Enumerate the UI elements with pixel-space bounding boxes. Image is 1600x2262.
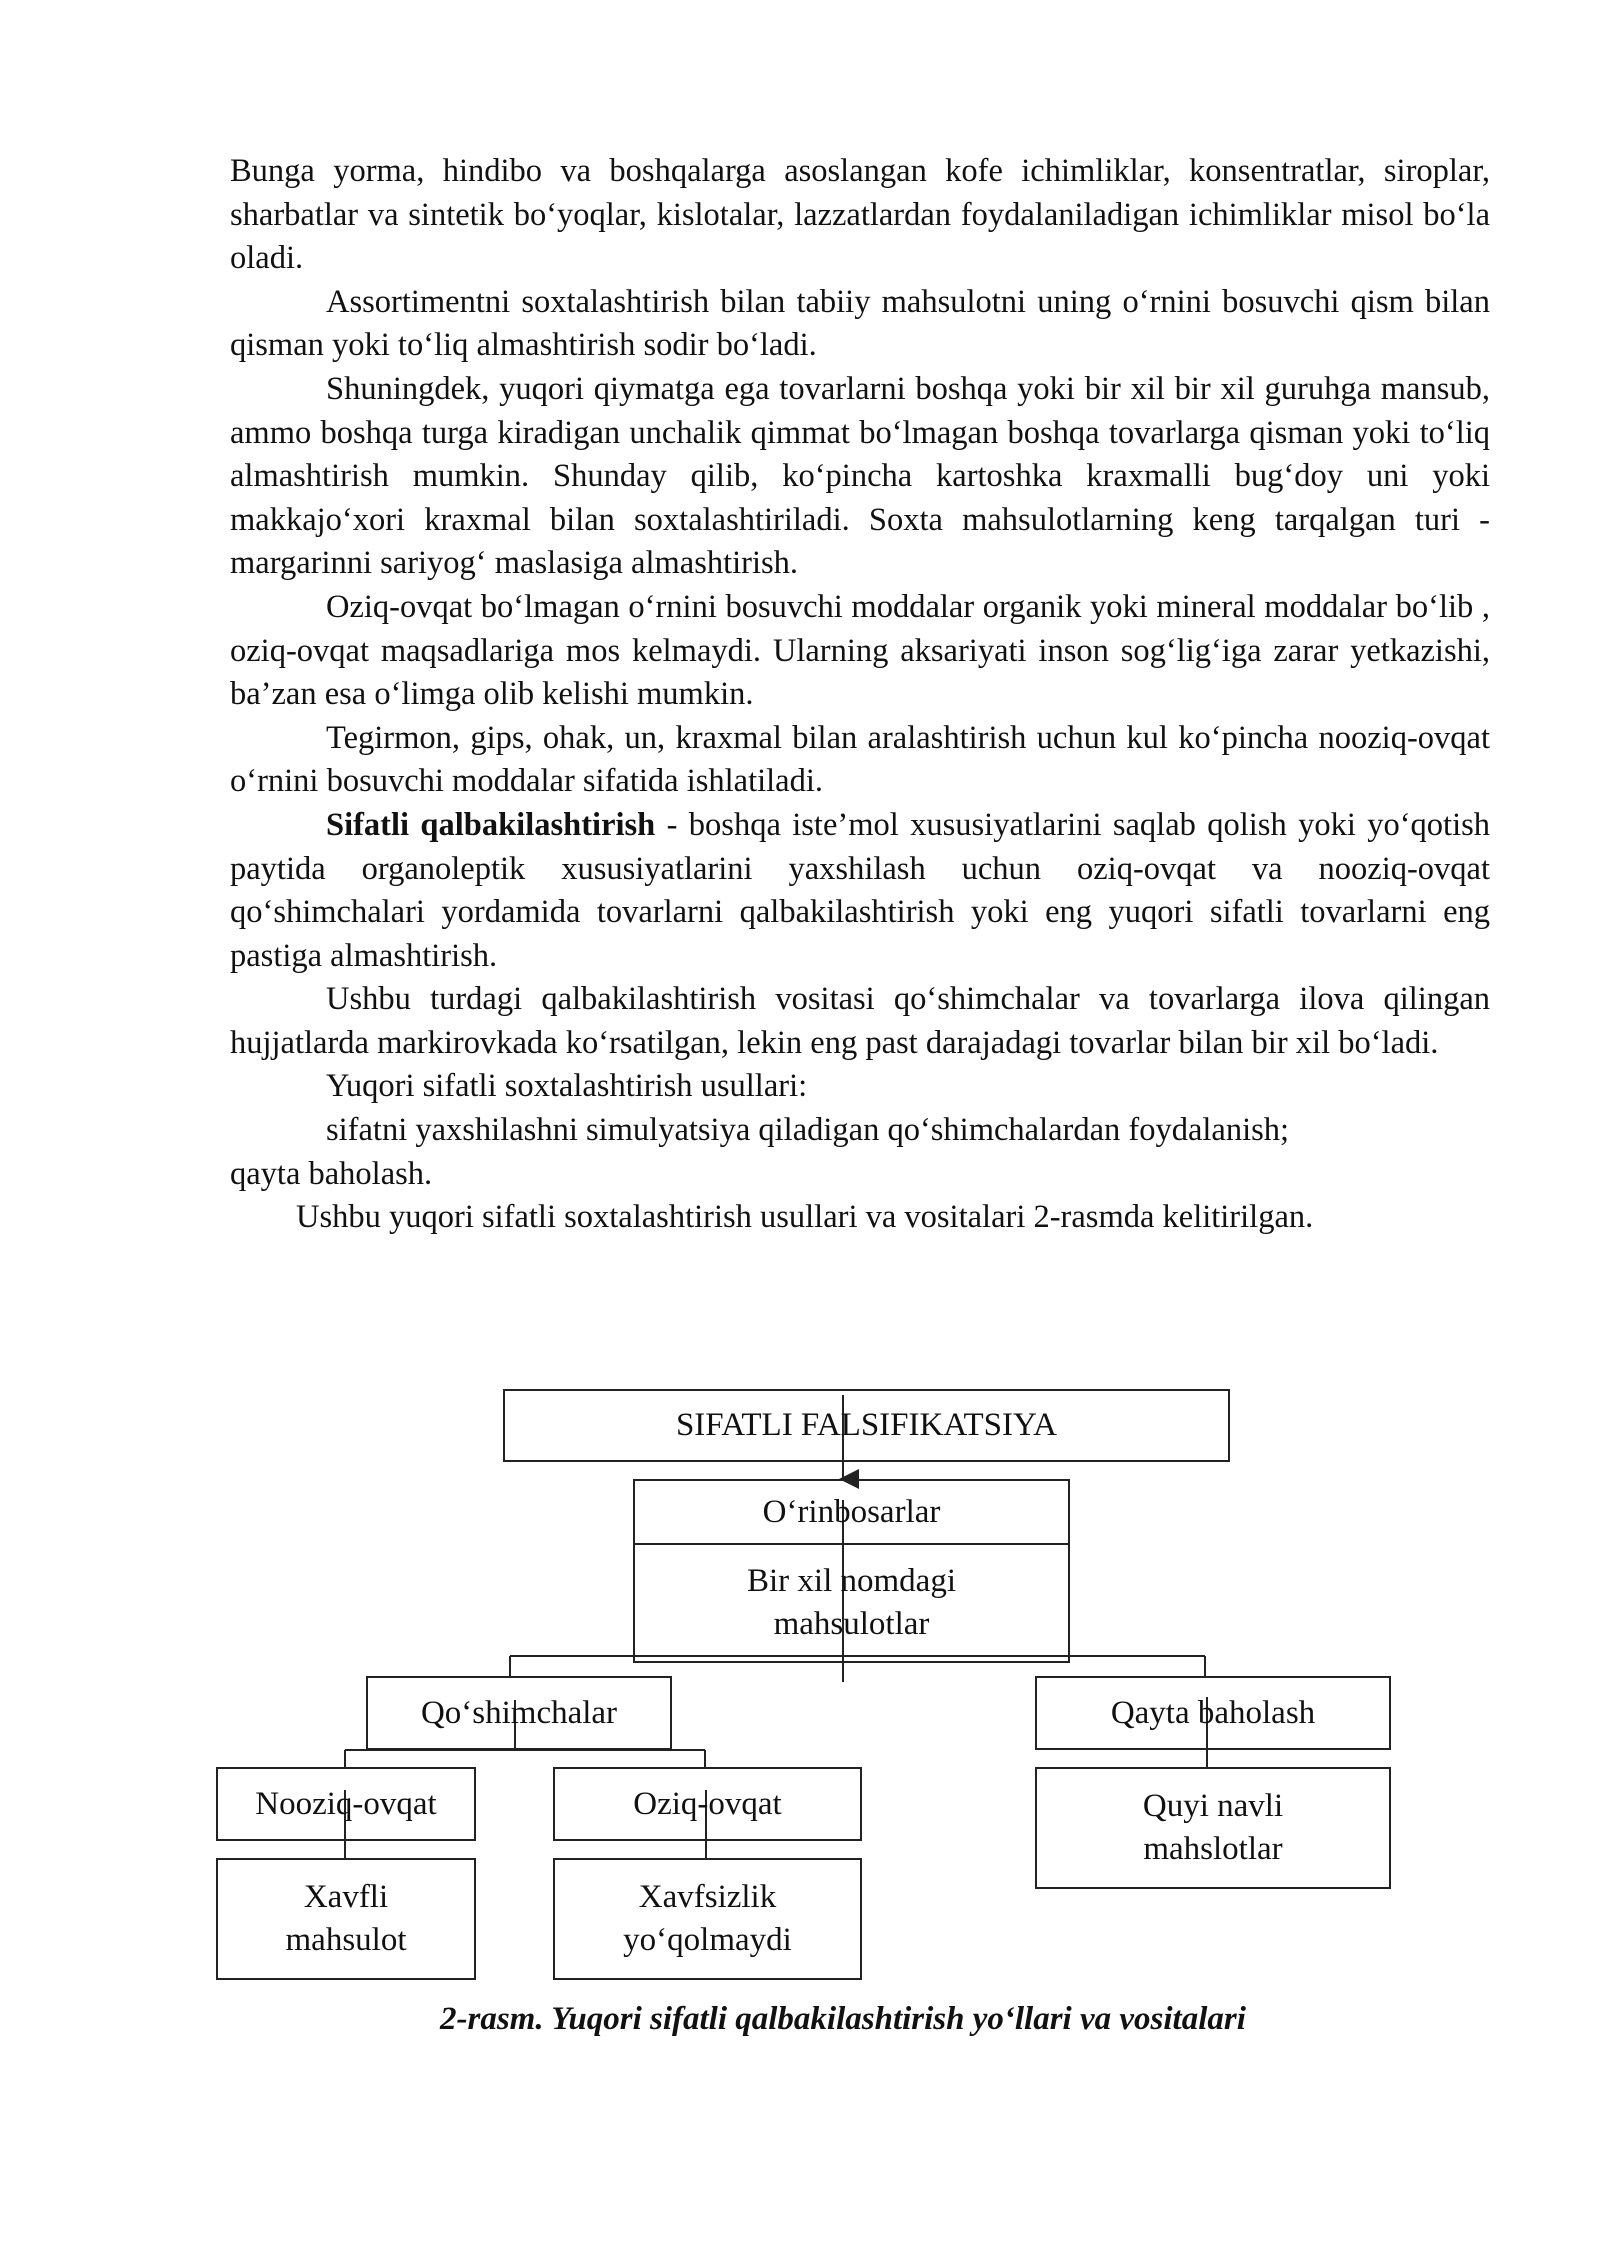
safe-node: [553, 1858, 862, 1980]
dangerous-label: Xavfli mahsulot: [285, 1879, 407, 1958]
term-definition: - boshqa iste’mol xususiyatlarini saqlab qolish yoki yo‘qotish paytida organoleptik xususiyatlarini yaxshilash uchun oziq-ovqat va nooziq-ovqat qo‘shimchalari yordamida tovarlarni qalbakilashtirish yoki eng yuqori sifatli tovarlarni eng pastiga almashtirish.: [230, 806, 1490, 974]
term-bold: Sifatli qalbakilashtirish: [326, 806, 656, 843]
non-food-node: [216, 1767, 476, 1841]
paragraph: Shuningdek, yuqori qiymatga ega tovarlarni boshqa yoki bir xil bir xil guruhga mansub, ammo boshqa turga kiradigan unchalik qimmat bo‘lmagan boshqa tovarlarga qisman yoki to‘liq almashtirish mumkin. Shunday qilib, ko‘pincha kartoshka kraxmalli bug‘doy uni yoki makkajo‘xori kraxmal bilan soxtalashtiriladi. Soxta mahsulotlarning keng tarqalgan turi - margarinni sariyog‘ maslasiga almashtirish.: [230, 370, 1490, 582]
low-grade-label: Quyi navli mahslotlar: [1142, 1788, 1284, 1867]
list-item: qayta baholash.: [230, 1155, 433, 1192]
paragraph: Ushbu turdagi qalbakilashtirish vositasi qo‘shimchalar va tovarlarga ilova qilingan hujjatlarda markirovkada ko‘rsatilgan, lekin eng past darajadagi tovarlar bilan bir xil bo‘ladi.: [230, 981, 1490, 1061]
paragraph: Assortimentni soxtalashtirish bilan tabiiy mahsulotni uning o‘rnini bosuvchi qism bilan qisman yoki to‘liq almashtirish sodir bo‘ladi.: [230, 283, 1490, 364]
substitutes-title: O‘rinbosarlar: [762, 1493, 941, 1530]
food-node: [553, 1767, 862, 1841]
paragraph: Oziq-ovqat bo‘lmagan o‘rnini bosuvchi moddalar organik yoki mineral moddalar bo‘lib , oziq-ovqat maqsadlariga mos kelmaydi. Ularning aksariyati inson sog‘lig‘iga zarar yetkazishi, ba’zan esa o‘limga olib kelishi mumkin.: [230, 588, 1490, 713]
paragraph: Tegirmon, gips, ohak, un, kraxmal bilan aralashtirish uchun kul ko‘pincha nooziq-ovqat o‘rnini bosuvchi moddalar sifatida ishlatiladi.: [230, 719, 1490, 800]
substitutes-node: [633, 1479, 1070, 1663]
revaluation-node: [1035, 1676, 1391, 1750]
paragraph: Yuqori sifatli soxtalashtirish usullari:: [326, 1068, 808, 1105]
substitutes-sub-cell: [635, 1545, 1068, 1661]
additives-node: [366, 1676, 672, 1750]
root-node: [503, 1389, 1230, 1462]
figure-caption: 2-rasm. Yuqori sifatli qalbakilashtirish yo‘llari va vositalari: [440, 2001, 1246, 2037]
root-node-label: SIFATLI FALSIFIKATSIYA: [675, 1407, 1058, 1443]
revaluation-label: Qayta baholash: [1110, 1694, 1316, 1731]
dangerous-node: [216, 1858, 476, 1980]
substitutes-title-cell: [635, 1481, 1068, 1545]
substitutes-subtitle: Bir xil nomdagi mahsulotlar: [747, 1563, 956, 1642]
non-food-label: Nooziq-ovqat: [255, 1785, 437, 1822]
low-grade-node: [1035, 1767, 1391, 1889]
list-item: sifatni yaxshilashni simulyatsiya qiladigan qo‘shimchalardan foydalanish;: [326, 1112, 1290, 1149]
safe-label: Xavfsizlik yo‘qolmaydi: [623, 1879, 792, 1958]
paragraph: Ushbu yuqori sifatli soxtalashtirish usullari va vositalari 2-rasmda kelitirilgan.: [296, 1199, 1314, 1236]
additives-label: Qo‘shimchalar: [420, 1694, 618, 1731]
paragraph: Bunga yorma, hindibo va boshqalarga asoslangan kofe ichimliklar, konsentratlar, siroplar, sharbatlar va sintetik bo‘yoqlar, kislotalar, lazzatlardan foydalaniladigan ichimliklar misol bo‘la oladi.: [230, 153, 1490, 277]
food-label: Oziq-ovqat: [633, 1785, 782, 1822]
